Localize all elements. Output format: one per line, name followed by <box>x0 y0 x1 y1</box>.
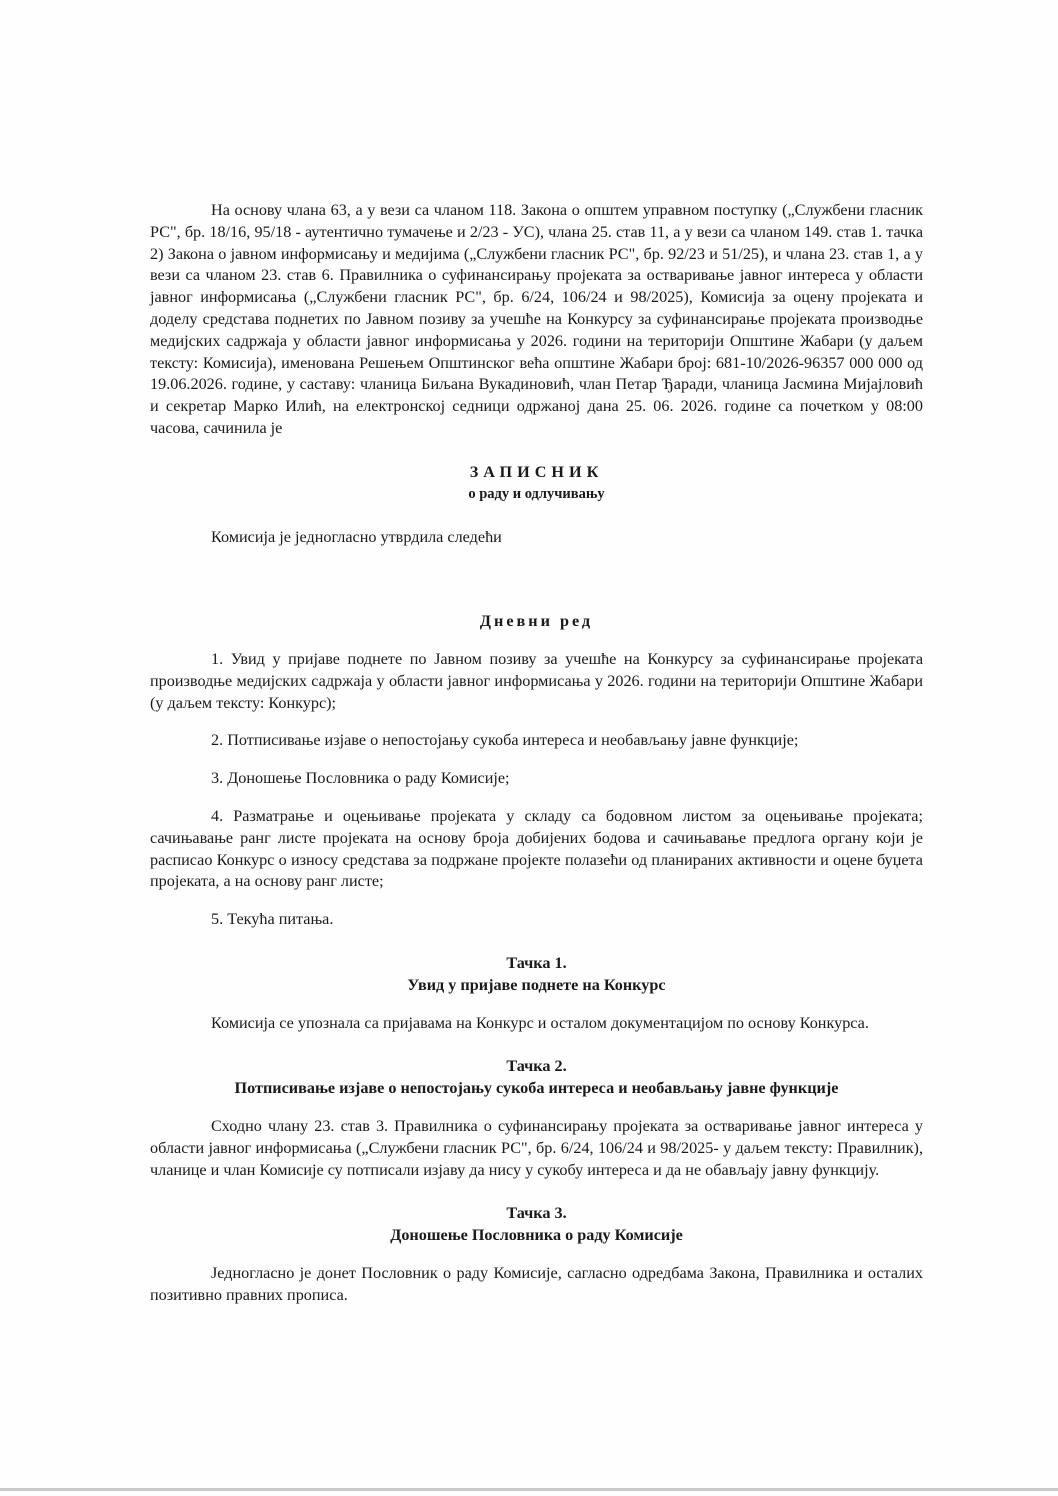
agenda-item-1: 1. Увид у пријаве поднете по Јавном позиву за учешће на Конкурсу за суфинансирање пројеката производње медијских садржаја у области јавног информисања у 2026. години на територији Општине Жабари (у даљем тексту: Конкурс); <box>150 649 923 712</box>
preamble-paragraph: На основу члана 63, а у вези са чланом 118. Закона о општем управном поступку („Службени гласник РС", бр. 18/16, 95/18 - аутентично тумачење и 2/23 - УС), члана 25. став 11, а у вези са чланом 149. став 1. тачка 2) Закона о јавном информисању и медијима („Службени гласник РС", бр. 92/23 и 51/25), и члана 23. став 1, а у вези са чланом 23. став 6. Правилника о суфинансирању пројеката за остваривање јавног интереса у области јавног информисања („Службени гласник РС", бр. 6/24, 106/24 и 98/2025), Комисија за оцену пројеката и доделу средстава поднетих по Јавном позиву за учешће на Конкурсу за суфинансирање пројеката производње медијских садржаја у области јавног информисања у 2026. години на територији Општине Жабари (у даљем тексту: Комисија), именована Решењем Општинског већа општине Жабари број: 681-10/2026-96357 000 000 од 19.06.2026. године, у саставу: чланица Биљана Вукадиновић, члан Петар Ђаради, чланица Јасмина Мијајловић и секретар Марко Илић, на електронској седници одржаној дана 25. 06. 2026. године са почетком у 08:00 часова, сачинила је <box>150 201 923 437</box>
document-body <box>150 200 923 1306</box>
intro-sentence: Комисија је једногласно утврдила следећи <box>211 528 502 547</box>
point-3-section <box>150 1203 923 1306</box>
point-1-body: Комисија се упознала са пријавама на Конкурс и осталом документацијом по основу Конкурса. <box>211 1013 869 1032</box>
point-3-number: Тачка 3. <box>506 1204 567 1223</box>
point-2-section <box>150 1056 923 1181</box>
document-subtitle: о раду и одлучивању <box>468 485 605 502</box>
point-2-body: Сходно члану 23. став 3. Правилника о суфинансирању пројеката за остваривање јавног интереса у области јавног информисања („Службени гласник РС", бр. 6/24, 106/24 и 98/2025- у даљем тексту: Правилник), чланице и члан Комисије су потписали изјаву да нису у сукобу интереса и да не обављају јавну функцију. <box>150 1116 923 1179</box>
point-3-heading: Доношење Пословника о раду Комисије <box>390 1226 683 1245</box>
agenda-item-2: 2. Потписивање изјаве о непостојању сукоба интереса и необављању јавне функције; <box>211 731 799 750</box>
agenda-title: Дневни ред <box>479 612 594 631</box>
agenda-item-3: 3. Доношење Пословника о раду Комисије; <box>211 769 510 788</box>
scan-bottom-edge <box>0 1488 1058 1491</box>
agenda-item-4: 4. Разматрање и оцењивање пројеката у складу са бодовном листом за оцењивање пројеката; сачињавање ранг листе пројеката на основу броја добијених бодова и сачињавање предлога органу који је расписао Конкурс о износу средстава за подржане пројекте полазећи од планираних активности и оцене буџета пројеката, а на основу ранг листе; <box>150 806 923 891</box>
point-1-number: Тачка 1. <box>506 953 567 972</box>
point-1-heading: Увид у пријаве поднете на Конкурс <box>407 975 666 994</box>
point-2-number: Тачка 2. <box>506 1057 567 1076</box>
agenda-item-5: 5. Текућа питања. <box>211 910 334 929</box>
document-title: ЗАПИСНИК <box>469 462 604 481</box>
point-2-heading: Потписивање изјаве о непостојању сукоба интереса и необављању јавне функције <box>234 1079 839 1098</box>
point-1-section <box>150 953 923 1034</box>
agenda-list <box>150 649 923 931</box>
point-3-body: Једногласно је донет Пословник о раду Комисије, сагласно одредбама Закона, Правилника и осталих позитивно правних прописа. <box>150 1263 923 1304</box>
